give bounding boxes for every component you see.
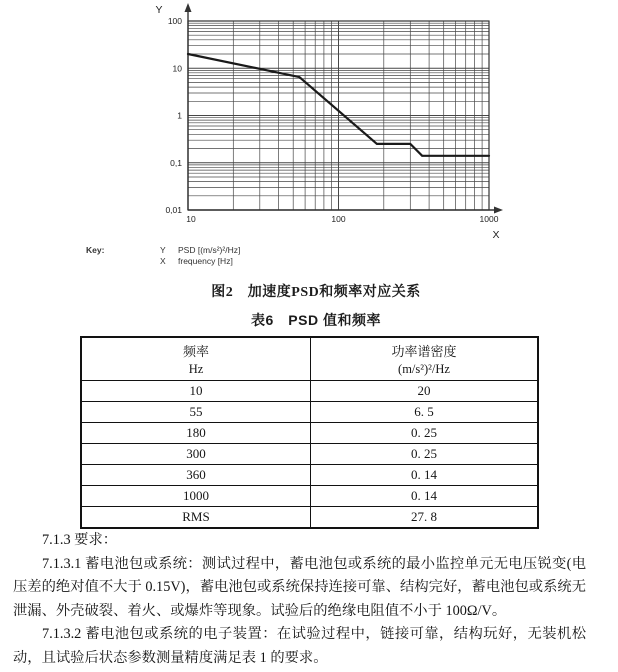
key-symbol-y: Y [160, 245, 166, 255]
x-tick-label: 10 [186, 214, 196, 224]
cell-psd: 27. 8 [311, 507, 539, 529]
cell-frequency: 10 [81, 381, 311, 402]
cell-psd: 0. 25 [311, 423, 539, 444]
cell-psd: 0. 14 [311, 486, 539, 507]
table-row [81, 465, 538, 486]
key-label: Key: [86, 245, 105, 255]
cell-frequency: 360 [81, 465, 311, 486]
y-tick-label: 0,1 [170, 157, 182, 168]
table-row [81, 507, 538, 529]
header-psd-unit: (m/s²)²/Hz [398, 362, 450, 376]
table-row [81, 381, 538, 402]
cell-psd: 20 [311, 381, 539, 402]
key-row-x [160, 256, 240, 267]
cell-psd: 0. 14 [311, 465, 539, 486]
key-symbol-x: X [160, 256, 166, 266]
psd-frequency-chart [0, 0, 618, 245]
x-axis-arrow [494, 207, 503, 214]
cell-frequency: 55 [81, 402, 311, 423]
table-row [81, 402, 538, 423]
y-axis-letter: Y [155, 4, 163, 16]
cell-psd: 6. 5 [311, 402, 539, 423]
y-tick-label: 10 [172, 63, 182, 74]
table-row [81, 444, 538, 465]
paragraph-713: 7.1.3 要求： [42, 532, 118, 548]
table-header-row [81, 337, 538, 381]
table-title: 表6 PSD 值和频率 [251, 312, 381, 328]
key-text-x: frequency [Hz] [178, 256, 233, 266]
key-text-y: PSD [(m/s²)²/Hz] [178, 245, 241, 255]
table-row [81, 423, 538, 444]
header-psd-label: 功率谱密度 [391, 344, 457, 359]
header-frequency-unit: Hz [188, 362, 204, 376]
y-axis-arrow [185, 3, 192, 12]
figure-caption: 图2 加速度PSD和频率对应关系 [211, 285, 421, 300]
y-tick-label: 0,01 [165, 205, 182, 215]
psd-table [80, 336, 539, 529]
x-tick-label: 100 [331, 214, 346, 224]
cell-frequency: 1000 [81, 486, 311, 507]
y-tick-label: 1 [177, 110, 182, 121]
cell-frequency: 300 [81, 444, 311, 465]
cell-frequency: RMS [81, 507, 311, 529]
header-cell-psd [311, 337, 539, 381]
chart-key [86, 245, 240, 267]
y-tick-label: 100 [167, 16, 182, 26]
paragraph-7131: 7.1.3.1 蓄电池包或系统：测试过程中，蓄电池包或系统的最小监控单元无电压锐变(电压差的绝对值不大于 0.15V)，蓄电池包或系统保持连接可靠、结构完好，蓄电池包或系统无泄漏、外壳破裂、着火、或爆炸等现象。试验后的绝缘电阻值不小于 100Ω/V。 [13, 555, 586, 619]
x-tick-label: 1000 [479, 214, 499, 224]
paragraph-7132: 7.1.3.2 蓄电池包或系统的电子装置：在试验过程中，链接可靠，结构玩好，无装机松动，且试验后状态参数测量精度满足表 1 的要求。 [13, 626, 586, 666]
cell-frequency: 180 [81, 423, 311, 444]
header-frequency-label: 频率 [182, 344, 209, 359]
table-row [81, 486, 538, 507]
body-text [13, 529, 586, 670]
header-cell-frequency [81, 337, 311, 381]
x-axis-letter: X [492, 229, 500, 241]
key-entries [160, 245, 240, 267]
cell-psd: 0. 25 [311, 444, 539, 465]
key-row-y [160, 245, 240, 256]
